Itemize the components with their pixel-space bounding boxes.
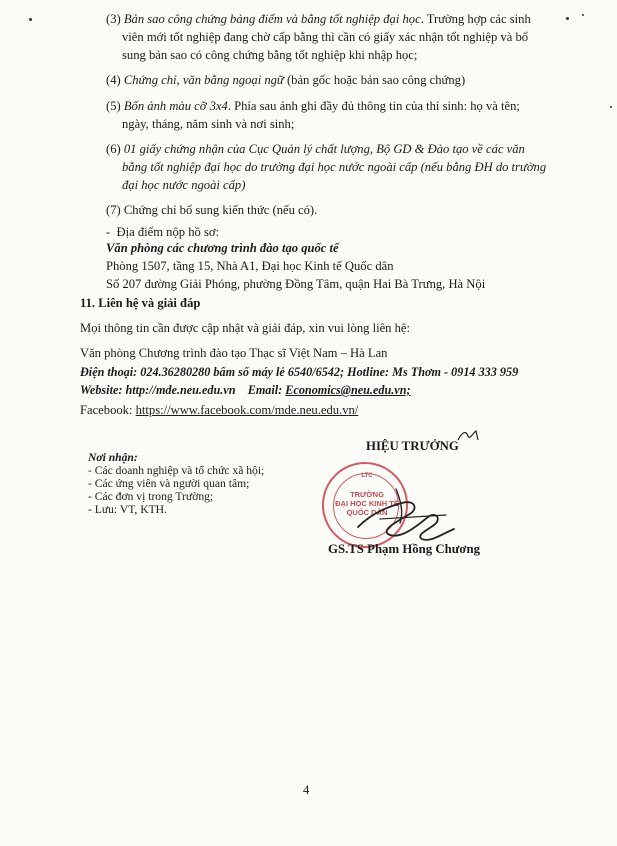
facebook-link[interactable]: https://www.facebook.com/mde.neu.edu.vn/ [135,403,359,417]
item-number: (4) [106,73,121,87]
recipient-item: - Lưu: VT, KTH. [88,503,167,516]
seal-text-3: QUỐC DÂN [346,508,388,517]
item-number: (3) [106,12,121,26]
contact-web-email [80,382,411,398]
seal-text-1: TRƯỜNG [350,490,384,499]
submission-label [106,224,219,240]
item-5-line-1 [106,98,520,114]
initials-mark [456,428,482,444]
contact-phone: Điện thoại: 024.36280280 bấm số máy lẻ 6540/6542; Hotline: Ms Thơm - 0914 333 959 [80,365,519,379]
item-4 [106,72,465,88]
item-text: (bản gốc hoặc bản sao công chứng) [283,73,466,87]
submission-office: Văn phòng các chương trình đào tạo quốc tế [106,241,339,255]
bullet: - [106,225,111,239]
email-label: Email: [247,383,286,397]
item-text: . Phía sau ảnh ghi đầy đủ thông tin của thí sinh: họ và tên; [227,99,520,113]
submission-address-2: Số 207 đường Giải Phóng, phường Đồng Tâm, quận Hai Bà Trưng, Hà Nội [106,277,486,291]
signatory-name: GS.TS Phạm Hồng Chương [328,542,481,556]
contact-facebook [80,402,358,418]
item-6-line-2: bằng tốt nghiệp đại học do trường đại học nước ngoài cấp (nếu bằng ĐH do trường [122,160,547,174]
website-link[interactable]: Website: http://mde.neu.edu.vn [80,383,236,397]
item-6-line-3: đại học nước ngoài cấp) [122,178,246,192]
submission-label-text: Địa điểm nộp hồ sơ: [116,225,220,239]
item-number: (6) [106,142,121,156]
contact-office: Văn phòng Chương trình đào tạo Thạc sĩ Việt Nam – Hà Lan [80,346,388,360]
recipient-item: - Các ứng viên và người quan tâm; [88,477,250,490]
item-text: . Trường hợp các sinh [420,12,531,26]
contact-intro: Mọi thông tin cần được cập nhật và giải đáp, xin vui lòng liên hệ: [80,321,411,335]
item-title: Bốn ảnh màu cỡ 3x4 [123,99,228,113]
item-5-line-2: ngày, tháng, năm sinh và nơi sinh; [122,117,295,131]
submission-address-1: Phòng 1507, tầng 15, Nhà A1, Đại học Kinh tế Quốc dân [106,259,394,273]
signature-title: HIỆU TRƯỞNG [366,439,459,453]
item-3-line-1 [106,11,531,27]
item-6-line-1 [106,141,525,157]
section-heading: 11. Liên hệ và giải đáp [80,296,201,310]
recipients-heading: Nơi nhận: [88,451,138,464]
scan-speck [566,17,569,20]
item-3-line-3: sung bản sao có công chứng bằng tốt nghiệp khi nhập học; [122,48,418,62]
item-number: (7) [106,203,121,217]
item-3-line-2: viên mới tốt nghiệp đang chờ cấp bằng thì cần có giấy xác nhận tốt nghiệp và bổ [122,30,529,44]
recipient-item: - Các đơn vị trong Trường; [88,490,214,503]
item-number: (5) [106,99,121,113]
scan-speck [29,18,32,21]
page-number: 4 [303,783,310,797]
item-text: 01 giấy chứng nhận của Cục Quản lý chất lượng, Bộ GD & Đào tạo về các văn [123,142,525,156]
scan-speck [610,106,612,108]
item-text: Chứng chỉ bổ sung kiến thức (nếu có). [123,203,318,217]
seal-text-2: ĐẠI HỌC KINH TẾ [335,499,399,508]
item-title: Bản sao công chứng bảng điểm và bằng tốt nghiệp đại học [123,12,421,26]
item-title: Chứng chỉ, văn bằng ngoại ngữ [123,73,284,87]
recipient-item: - Các doanh nghiệp và tổ chức xã hội; [88,464,265,477]
facebook-label: Facebook: [80,403,136,417]
email-link[interactable]: Economics@neu.edu.vn; [285,383,411,397]
item-7 [106,202,317,218]
seal-top-text: LTC [361,473,373,479]
scan-speck [582,14,584,16]
handwritten-signature [350,485,460,545]
